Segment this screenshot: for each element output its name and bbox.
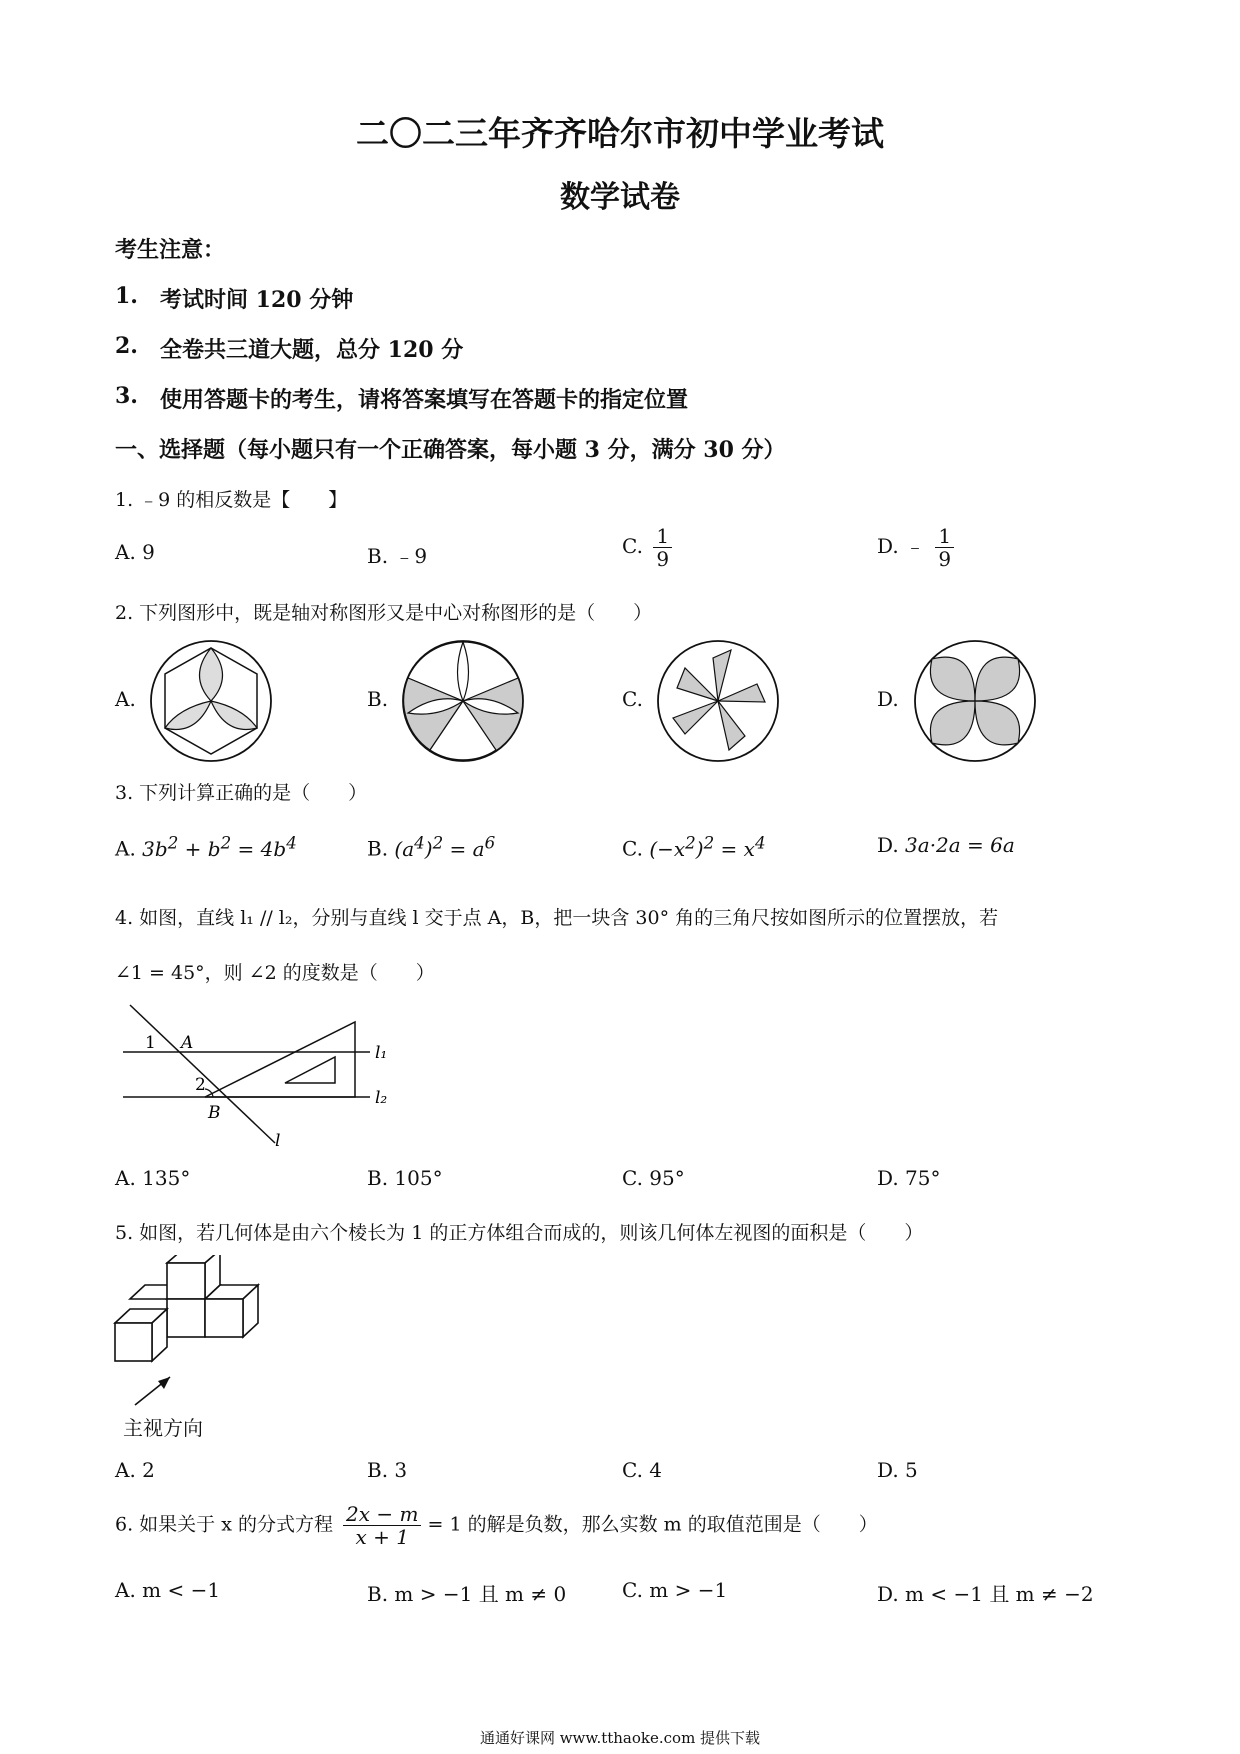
q3-option-b: B. $(a^4)^2 = a^6$ [367,833,496,861]
q4-label-b: B [208,1103,221,1123]
q4-label-a: A [181,1033,194,1053]
q6-option-b: B. m > −1 且 m ≠ 0 [367,1582,567,1606]
q2-figure-d [912,638,1038,764]
q1-option-c [622,525,672,570]
q4-label-angle2: 2 [195,1075,206,1095]
section-heading: 一、选择题（每小题只有一个正确答案，每小题 3 分，满分 30 分） [115,437,786,463]
notice-item-2-text: 全卷共三道大题，总分 120 分 [160,337,464,363]
q4-option-a: A. 135° [115,1166,191,1190]
q1-option-b: B. ﹣9 [367,544,428,568]
q1-option-d-label: D. ﹣ [877,534,926,558]
q1-option-d-fraction: $\frac{1}{9}$ [935,525,954,570]
q2-stem: 2. 下列图形中，既是轴对称图形又是中心对称图形的是（ ） [115,602,653,624]
q5-option-a: A. 2 [115,1458,155,1482]
q6-stem-pre: 6. 如果关于 x 的分式方程 [115,1513,333,1536]
q5-cube-figure [110,1255,270,1425]
q5-option-d: D. 5 [877,1458,918,1482]
q4-figure [115,1000,405,1150]
q2-option-d-label: D. [877,687,899,711]
q5-figure-caption: 主视方向 [123,1416,203,1440]
q4-option-c: C. 95° [622,1166,685,1190]
notice-item-2-num: 2. [115,333,138,359]
q2-option-b-label: B. [367,687,389,711]
notice-heading: 考生注意： [115,237,226,263]
q6-stem [115,1503,878,1548]
notice-item-3-text: 使用答题卡的考生，请将答案填写在答题卡的指定位置 [160,387,689,413]
q6-stem-post: = 1 的解是负数，那么实数 m 的取值范围是（ ） [427,1513,878,1536]
q3-option-a: A. $3b^2 + b^2 = 4b^4$ [115,833,297,861]
notice-item-1-text: 考试时间 120 分钟 [160,287,354,313]
q2-option-a-label: A. [115,687,136,711]
q6-option-a: A. m < −1 [115,1578,221,1602]
q2-figure-b [400,638,526,764]
q6-option-d: D. m < −1 且 m ≠ −2 [877,1582,1094,1606]
q2-figure-a [148,638,274,764]
q4-option-d: D. 75° [877,1166,941,1190]
page-footer: 通通好课网 www.tthaoke.com 提供下载 [479,1729,761,1747]
q4-option-b: B. 105° [367,1166,443,1190]
q6-option-c: C. m > −1 [622,1578,728,1602]
q1-option-d [877,525,954,570]
q4-label-l1: l₁ [375,1043,388,1063]
q1-option-c-label: C. [622,534,643,558]
q1-stem: 1. ﹣9 的相反数是【 】 [115,489,348,511]
q1-option-a: A. 9 [115,540,155,564]
q4-stem-line1: 4. 如图，直线 l₁ // l₂，分别与直线 l 交于点 A，B，把一块含 30° 角的三角尺按如图所示的位置摆放，若 [115,907,999,929]
notice-item-1-num: 1. [115,283,138,309]
q3-stem: 3. 下列计算正确的是（ ） [115,782,368,804]
q2-option-c-label: C. [622,687,643,711]
q2-figure-c [655,638,781,764]
page-subtitle: 数学试卷 [560,180,680,215]
q5-option-b: B. 3 [367,1458,408,1482]
q3-option-c: C. $(-x^2)^2 = x^4$ [622,833,766,861]
page-title: 二〇二三年齐齐哈尔市初中学业考试 [356,114,884,153]
q4-stem-line2: ∠1 = 45°，则 ∠2 的度数是（ ） [115,962,435,984]
q3-option-d: D. 3a·2a = 6a [877,833,1015,857]
q1-option-c-fraction: $\frac{1}{9}$ [653,525,672,570]
q4-label-angle1: 1 [145,1033,156,1053]
q4-label-l2: l₂ [375,1088,388,1108]
q5-stem: 5. 如图，若几何体是由六个棱长为 1 的正方体组合而成的，则该几何体左视图的面积是（ ） [115,1222,924,1244]
q6-fraction: $\frac{2x - m}{x + 1}$ [343,1503,421,1548]
q4-label-l: l [275,1131,281,1150]
notice-item-3-num: 3. [115,383,138,409]
q5-option-c: C. 4 [622,1458,663,1482]
